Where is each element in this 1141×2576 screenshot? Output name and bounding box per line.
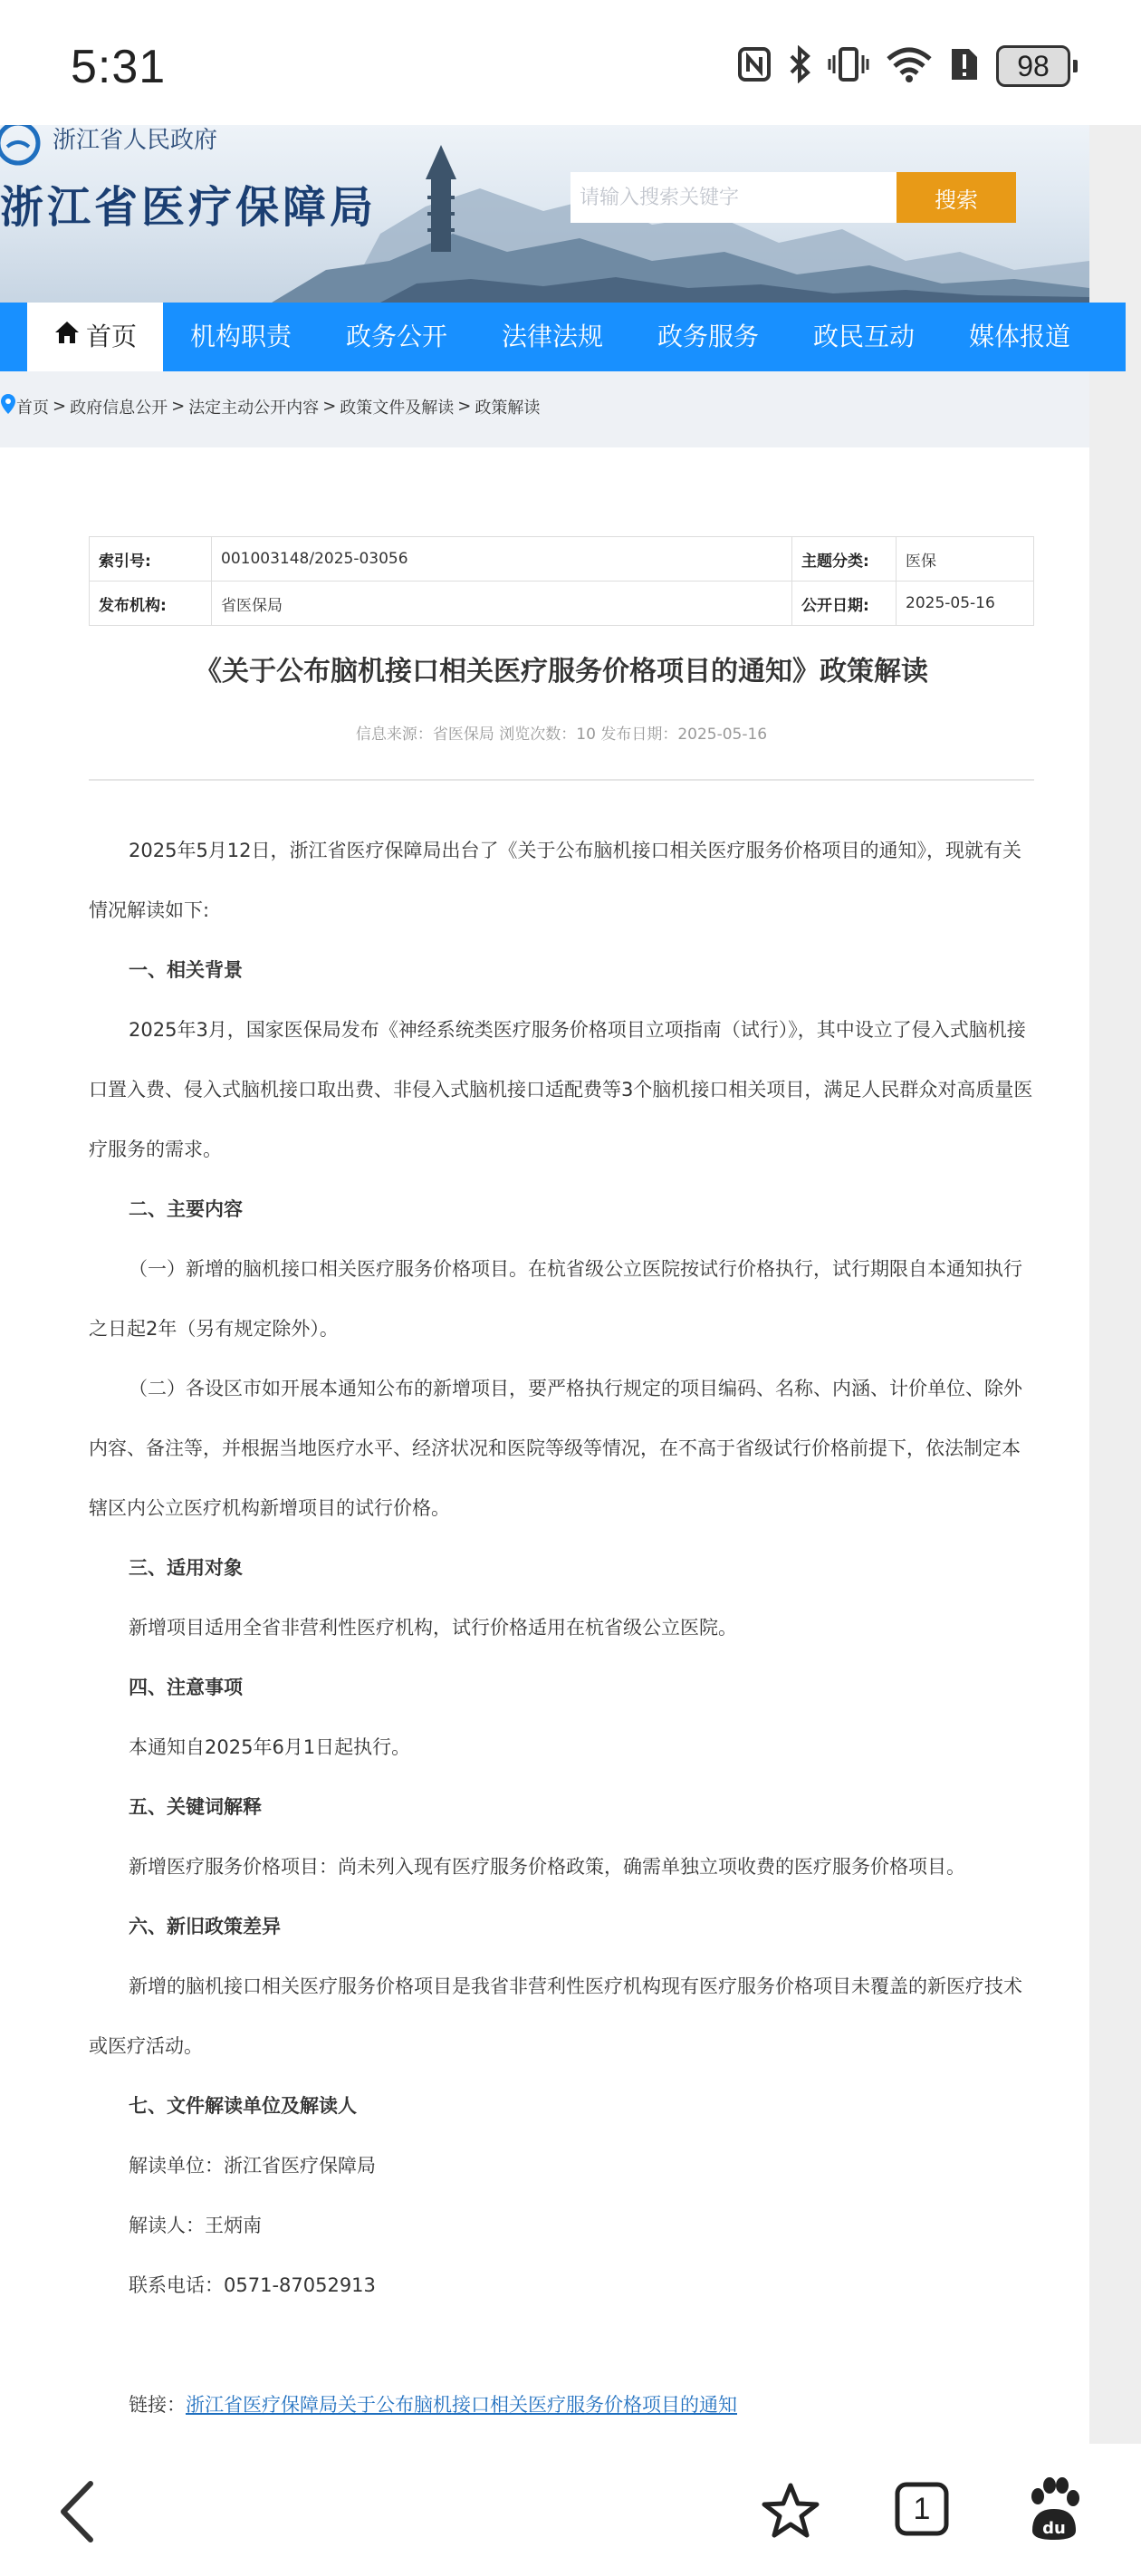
paragraph: 解读人：王炳南 bbox=[129, 2215, 262, 2236]
topic-value: 医保 bbox=[896, 537, 1034, 582]
topic-label: 主题分类: bbox=[792, 537, 896, 582]
tab-count: 1 bbox=[913, 2492, 931, 2526]
breadcrumb-statutory[interactable]: 法定主动公开内容 bbox=[188, 398, 320, 418]
section-heading: 六、新旧政策差异 bbox=[129, 1916, 281, 1937]
table-row bbox=[90, 582, 1034, 626]
article-title: 《关于公布脑机接口相关医疗服务价格项目的通知》政策解读 bbox=[195, 656, 928, 687]
nav-item-media[interactable]: 媒体报道 bbox=[968, 322, 1070, 351]
publisher-value: 省医保局 bbox=[212, 582, 792, 626]
breadcrumb-separator: > bbox=[457, 397, 472, 416]
paragraph: 新增项目适用全省非营利性医疗机构，试行价格适用在杭省级公立医院。 bbox=[129, 1617, 737, 1639]
breadcrumb-separator: > bbox=[171, 397, 186, 416]
nav-item-gov-affairs[interactable]: 政务公开 bbox=[345, 322, 447, 351]
article-body bbox=[89, 821, 1034, 2435]
main-nav bbox=[0, 303, 1126, 371]
bluetooth-icon bbox=[788, 45, 811, 87]
nfc-icon bbox=[737, 46, 772, 86]
sim-alert-icon bbox=[949, 46, 980, 86]
divider bbox=[89, 779, 1034, 781]
back-icon[interactable] bbox=[56, 2480, 98, 2547]
link-label: 链接： bbox=[129, 2394, 186, 2416]
bookmark-star-icon[interactable] bbox=[761, 2482, 820, 2543]
status-icons bbox=[737, 45, 1078, 87]
nav-item-home[interactable] bbox=[27, 303, 163, 371]
paragraph: 新增的脑机接口相关医疗服务价格项目是我省非营利性医疗机构现有医疗服务价格项目未覆盖的新医疗技术或医疗活动。 bbox=[89, 1975, 1022, 2057]
breadcrumb-bar bbox=[0, 371, 1089, 447]
svg-text:du: du bbox=[1042, 2519, 1066, 2538]
paragraph: 解读单位：浙江省医疗保障局 bbox=[129, 2155, 376, 2177]
location-pin-icon bbox=[0, 393, 16, 419]
page-gutter bbox=[1089, 125, 1141, 2444]
section-heading: 四、注意事项 bbox=[129, 1677, 243, 1698]
breadcrumb-separator: > bbox=[322, 397, 337, 416]
paragraph: 本通知自2025年6月1日起执行。 bbox=[129, 1736, 411, 1758]
table-row bbox=[90, 537, 1034, 582]
section-heading: 二、主要内容 bbox=[129, 1198, 243, 1220]
search-button[interactable]: 搜索 bbox=[896, 172, 1016, 223]
related-notice-link[interactable]: 浙江省医疗保障局关于公布脑机接口相关医疗服务价格项目的通知 bbox=[186, 2394, 737, 2416]
baidu-paw-icon[interactable] bbox=[1025, 2476, 1083, 2545]
paragraph: 2025年5月12日，浙江省医疗保障局出台了《关于公布脑机接口相关医疗服务价格项目的通知》，现就有关情况解读如下: bbox=[89, 840, 1022, 921]
nav-item-label: 首页 bbox=[85, 322, 137, 351]
breadcrumb-home[interactable]: 首页 bbox=[16, 398, 49, 418]
battery-icon bbox=[996, 45, 1078, 87]
paragraph: 联系电话：0571-87052913 bbox=[129, 2274, 376, 2296]
nav-item-interaction[interactable]: 政民互动 bbox=[812, 322, 915, 351]
vibrate-icon bbox=[828, 46, 869, 86]
home-icon bbox=[53, 303, 81, 371]
status-bar bbox=[0, 0, 1141, 125]
breadcrumb-policy-docs[interactable]: 政策文件及解读 bbox=[340, 398, 455, 418]
browser-bottom-bar bbox=[0, 2444, 1141, 2576]
site-title[interactable]: 浙江省医疗保障局 bbox=[0, 182, 378, 233]
status-time: 5:31 bbox=[71, 41, 167, 93]
breadcrumb-separator: > bbox=[53, 397, 67, 416]
article-meta: 信息来源：省医保局 浏览次数：10 发布日期：2025-05-16 bbox=[355, 726, 768, 744]
nav-item-services[interactable]: 政务服务 bbox=[657, 322, 759, 351]
publisher-label: 发布机构: bbox=[90, 582, 212, 626]
paragraph: 新增医疗服务价格项目：尚未列入现有医疗服务价格政策，确需单独立项收费的医疗服务价格项目。 bbox=[129, 1856, 965, 1878]
paragraph: （二）各设区市如开展本通知公布的新增项目，要严格执行规定的项目编码、名称、内涵、计价单位、除外内容、备注等，并根据当地医疗水平、经济状况和医院等级等情况，在不高于省级试行价格前提下，依法制定本辖区内公立医疗机构新增项目的试行价格。 bbox=[89, 1378, 1022, 1519]
date-label: 公开日期: bbox=[792, 582, 896, 626]
nav-item-duties[interactable]: 机构职责 bbox=[189, 322, 292, 351]
breadcrumb-gov-info[interactable]: 政府信息公开 bbox=[70, 398, 168, 418]
index-label: 索引号: bbox=[90, 537, 212, 582]
document-info-table bbox=[89, 536, 1034, 626]
breadcrumb-policy-interpret[interactable]: 政策解读 bbox=[475, 398, 541, 418]
related-link-row bbox=[89, 2375, 1034, 2435]
search-input[interactable] bbox=[570, 172, 896, 223]
paragraph: （一）新增的脑机接口相关医疗服务价格项目。在杭省级公立医院按试行价格执行，试行期限自本通知执行之日起2年（另有规定除外）。 bbox=[89, 1258, 1022, 1340]
breadcrumb bbox=[0, 393, 540, 419]
date-value: 2025-05-16 bbox=[896, 582, 1034, 626]
gov-logo-icon bbox=[0, 125, 42, 167]
section-heading: 三、适用对象 bbox=[129, 1557, 243, 1579]
nav-item-laws[interactable]: 法律法规 bbox=[501, 322, 603, 351]
battery-level: 98 bbox=[996, 45, 1070, 87]
section-heading: 一、相关背景 bbox=[129, 959, 243, 981]
index-value: 001003148/2025-03056 bbox=[212, 537, 792, 582]
tabs-button[interactable] bbox=[895, 2482, 949, 2536]
section-heading: 七、文件解读单位及解读人 bbox=[129, 2095, 357, 2117]
wifi-icon bbox=[886, 46, 933, 86]
site-header bbox=[0, 125, 1089, 303]
gov-name[interactable]: 浙江省人民政府 bbox=[53, 127, 218, 154]
section-heading: 五、关键词解释 bbox=[129, 1796, 262, 1818]
paragraph: 2025年3月，国家医保局发布《神经系统类医疗服务价格项目立项指南（试行）》，其中设立了侵入式脑机接口置入费、侵入式脑机接口取出费、非侵入式脑机接口适配费等3个脑机接口相关项目，满足人民群众对高质量医疗服务的需求。 bbox=[89, 1019, 1033, 1160]
